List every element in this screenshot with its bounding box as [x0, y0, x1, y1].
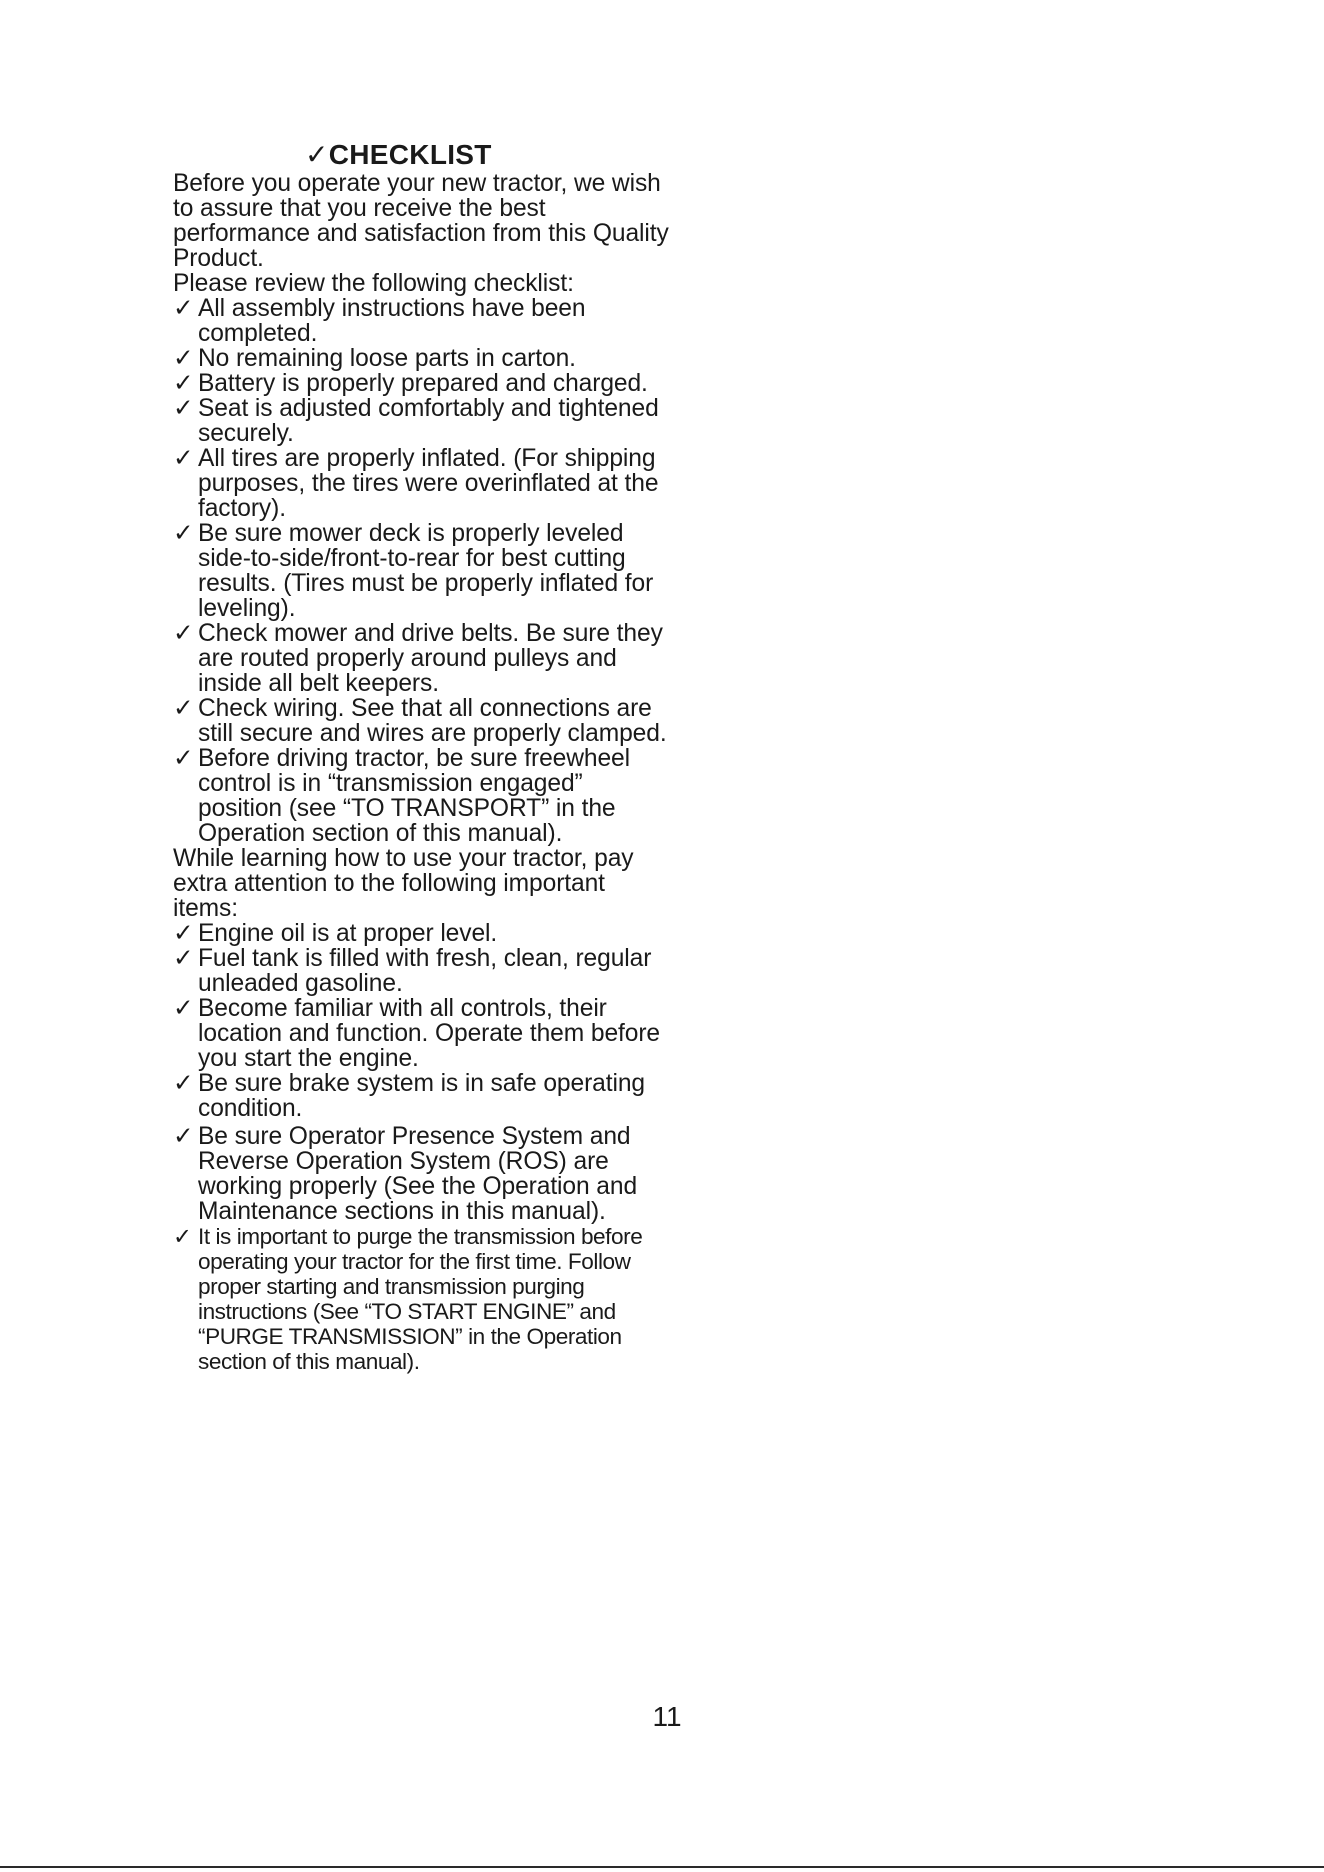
- checklist-item: [173, 621, 673, 696]
- checklist-item-text: Be sure Operator Presence System and Reverse Operation System (ROS) are working properly (See the Operation and Maintenance sections in this manual).: [198, 1123, 638, 1225]
- review-prompt: Please review the following checklist:: [173, 270, 574, 297]
- checkmark-icon: ✓: [173, 695, 194, 722]
- checkmark-icon: ✓: [173, 370, 194, 397]
- checklist-item: [173, 371, 673, 396]
- checklist-item-text: Battery is properly prepared and charged.: [198, 370, 648, 397]
- checkmark-icon: ✓: [173, 920, 194, 947]
- checkmark-icon: ✓: [173, 395, 194, 422]
- bottom-rule: [0, 1866, 1324, 1868]
- checklist-section: [173, 140, 673, 1374]
- section-heading: ✓CHECKLIST: [305, 139, 492, 170]
- checklist-item-text: Check wiring. See that all connections are still secure and wires are properly clamped.: [198, 695, 667, 747]
- checklist-item: [173, 946, 673, 996]
- page-number: 11: [652, 1701, 682, 1732]
- checklist-item: [173, 1071, 673, 1121]
- checkmark-icon: ✓: [173, 445, 194, 472]
- checklist-item-text: All assembly instructions have been completed.: [198, 295, 586, 347]
- checkmark-icon: ✓: [173, 620, 194, 647]
- checklist-item: [173, 521, 673, 621]
- checkmark-icon: ✓: [173, 1123, 194, 1150]
- checkmark-icon: ✓: [173, 295, 194, 322]
- checklist-item-text: Fuel tank is filled with fresh, clean, regular unleaded gasoline.: [198, 945, 652, 997]
- checkmark-icon: ✓: [173, 345, 194, 372]
- checklist-item: [173, 396, 673, 446]
- checklist-item: [173, 446, 673, 521]
- checklist-item: [173, 1124, 673, 1224]
- checkmark-icon: ✓: [173, 1070, 194, 1097]
- checklist-item-text: Engine oil is at proper level.: [198, 920, 498, 947]
- checklist-item: [173, 921, 673, 946]
- checklist-item-text: Be sure brake system is in safe operating condition.: [198, 1070, 646, 1122]
- checklist-item: [173, 996, 673, 1071]
- checklist-item: [173, 1224, 673, 1374]
- checklist-item-text: All tires are properly inflated. (For shipping purposes, the tires were overinflated at the factory).: [198, 445, 659, 522]
- checklist-while-learning: [173, 921, 673, 1374]
- checklist-item: [173, 746, 673, 846]
- checklist-item: [173, 696, 673, 746]
- checklist-item-text: Seat is adjusted comfortably and tightened securely.: [198, 395, 659, 447]
- checklist-item-text: No remaining loose parts in carton.: [198, 345, 576, 372]
- checkmark-icon: ✓: [173, 745, 194, 772]
- checklist-item-text: Check mower and drive belts. Be sure they are routed properly around pulleys and inside all belt keepers.: [198, 620, 663, 697]
- checkmark-icon: ✓: [173, 995, 194, 1022]
- checklist-item: [173, 346, 673, 371]
- checklist-item-text: It is important to purge the transmission before operating your tractor for the first time. Follow proper starting and transmission purging instructions (See “TO START ENGINE” and “PURGE TRANSMISSION” in the Operation section of this manual).: [198, 1224, 643, 1374]
- checklist-before-operation: [173, 296, 673, 846]
- intro-paragraph: Before you operate your new tractor, we wish to assure that you receive the best performance and satisfaction from this Quality Product.: [173, 170, 669, 272]
- learning-prompt: While learning how to use your tractor, pay extra attention to the following important items:: [173, 845, 634, 922]
- checklist-item-text: Before driving tractor, be sure freewheel control is in “transmission engaged” position (see “TO TRANSPORT” in the Operation section of this manual).: [198, 745, 630, 847]
- checklist-item: [173, 296, 673, 346]
- checkmark-icon: ✓: [173, 520, 194, 547]
- checkmark-icon: ✓: [173, 945, 194, 972]
- checklist-item-text: Be sure mower deck is properly leveled side-to-side/front-to-rear for best cutting results. (Tires must be properly inflated for leveling).: [198, 520, 654, 622]
- checkmark-icon: ✓: [173, 1224, 192, 1249]
- checklist-item-text: Become familiar with all controls, their location and function. Operate them before you start the engine.: [198, 995, 661, 1072]
